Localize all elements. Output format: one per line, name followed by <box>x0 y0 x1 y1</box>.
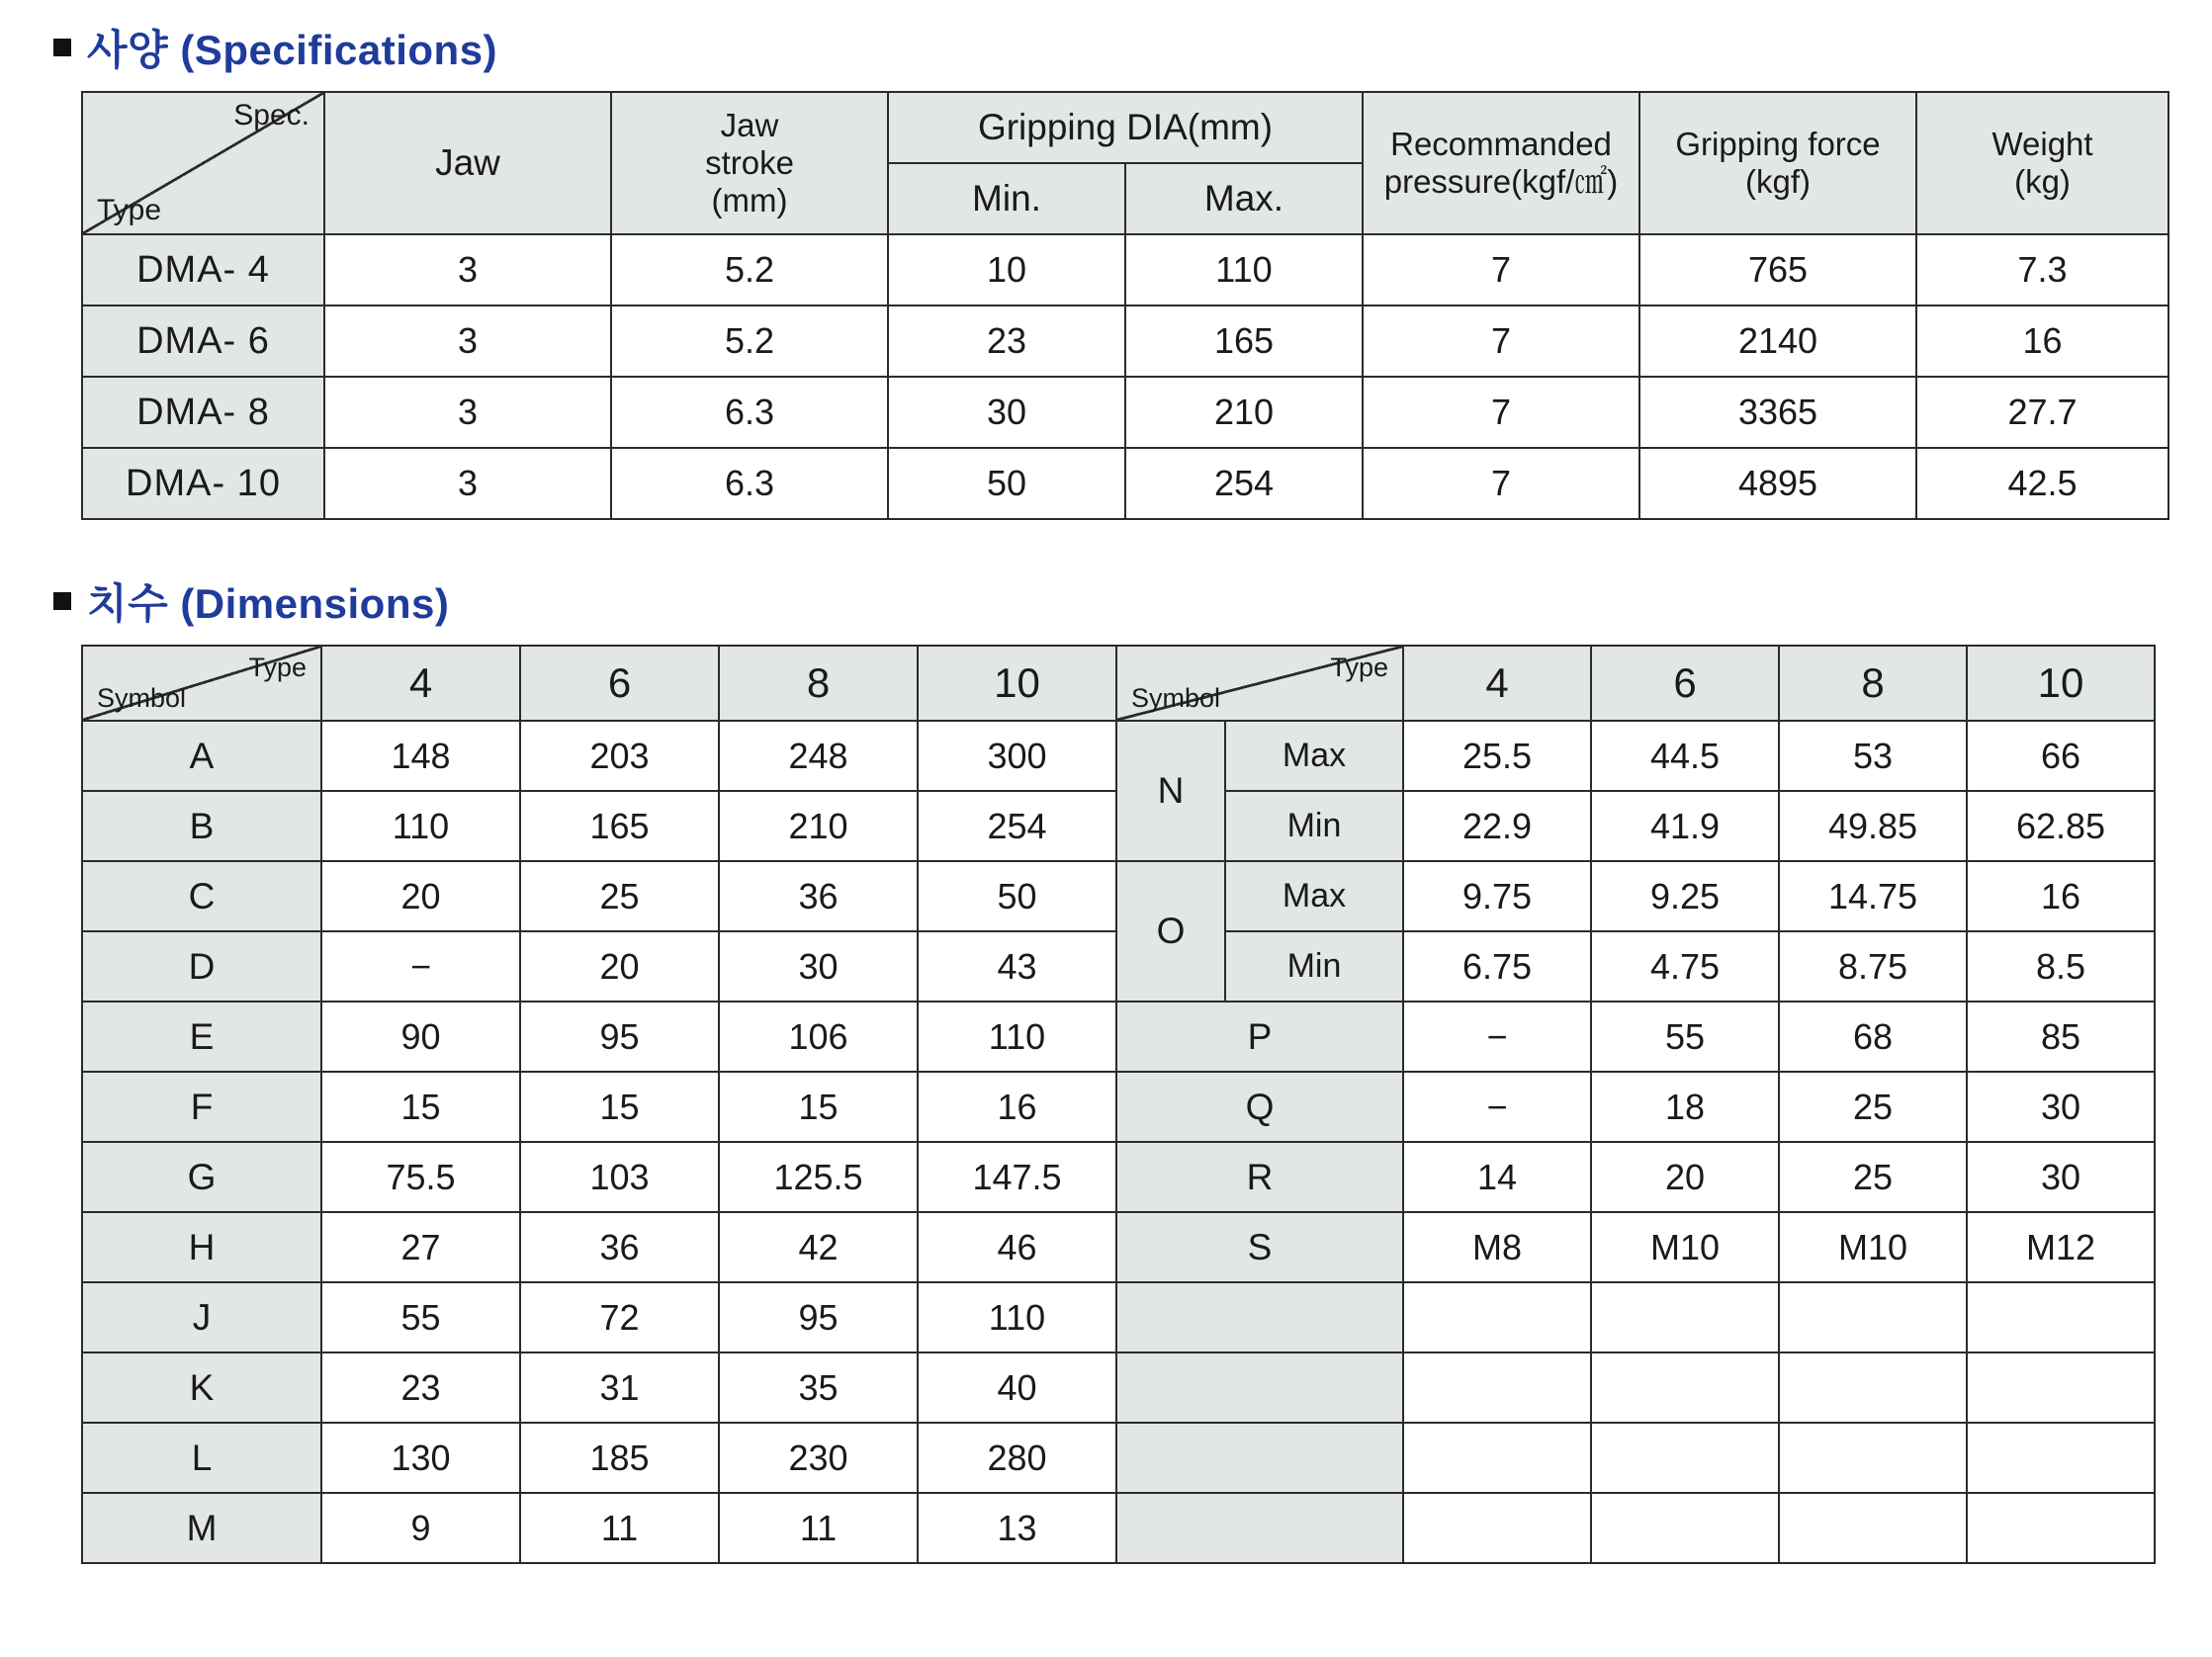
dim-value: 110 <box>321 791 520 861</box>
spec-col-max: Max. <box>1125 163 1363 234</box>
table-row <box>82 305 2168 377</box>
spec-col-jaw-stroke-line2: stroke <box>705 144 794 182</box>
dim-symbol: A <box>82 721 321 791</box>
table-row <box>1116 721 2155 791</box>
dim-empty-value <box>1403 1352 1591 1423</box>
dim-value: 9 <box>321 1493 520 1563</box>
table-row <box>82 1352 1116 1423</box>
dim-value: 254 <box>918 791 1116 861</box>
dim-symbol: L <box>82 1423 321 1493</box>
dim-empty-value <box>1779 1352 1967 1423</box>
table-row <box>1116 1002 2155 1072</box>
dim-empty-value <box>1403 1493 1591 1563</box>
spec-row-stroke: 6.3 <box>611 448 888 519</box>
dim-value: 125.5 <box>719 1142 918 1212</box>
dim-right-corner-cell <box>1116 646 1403 721</box>
spec-row-pressure: 7 <box>1363 305 1639 377</box>
dim-value: 110 <box>918 1002 1116 1072</box>
table-row <box>1116 791 2155 861</box>
dim-right-header-row <box>1116 646 2155 721</box>
dim-minmax-label: Min <box>1225 791 1403 861</box>
dim-empty-value <box>1779 1423 1967 1493</box>
dim-value: 36 <box>520 1212 719 1282</box>
dim-right-type-6: 6 <box>1591 646 1779 721</box>
spec-row-force: 765 <box>1639 234 1916 305</box>
dim-value: 18 <box>1591 1072 1779 1142</box>
dim-value: 53 <box>1779 721 1967 791</box>
spec-row-stroke: 5.2 <box>611 234 888 305</box>
dim-left-corner-cell <box>82 646 321 721</box>
table-row <box>1116 1072 2155 1142</box>
table-row <box>82 1002 1116 1072</box>
spec-col-min: Min. <box>888 163 1125 234</box>
table-row-empty <box>1116 1352 2155 1423</box>
spec-corner-top-label: Spec. <box>233 99 310 131</box>
dimensions-heading <box>53 571 2172 631</box>
dim-empty-value <box>1967 1493 2155 1563</box>
dim-empty-value <box>1779 1282 1967 1352</box>
dim-value: 13 <box>918 1493 1116 1563</box>
spec-row-max: 165 <box>1125 305 1363 377</box>
spec-col-gripping-force <box>1639 92 1916 234</box>
dim-symbol: R <box>1116 1142 1403 1212</box>
spec-row-pressure: 7 <box>1363 448 1639 519</box>
spec-row-type: DMA- 10 <box>82 448 324 519</box>
spec-row-weight: 7.3 <box>1916 234 2168 305</box>
dim-value: 90 <box>321 1002 520 1072</box>
dim-symbol: C <box>82 861 321 931</box>
dim-symbol: P <box>1116 1002 1403 1072</box>
dim-value: 95 <box>520 1002 719 1072</box>
spec-corner-cell <box>82 92 324 234</box>
dim-value: 16 <box>1967 861 2155 931</box>
table-row <box>1116 931 2155 1002</box>
dim-symbol: M <box>82 1493 321 1563</box>
spec-row-min: 23 <box>888 305 1125 377</box>
spec-col-jaw-stroke-line1: Jaw <box>720 107 779 144</box>
dim-right-type-10: 10 <box>1967 646 2155 721</box>
dim-value: 16 <box>918 1072 1116 1142</box>
dim-left-header-row <box>82 646 1116 721</box>
spec-row-type: DMA- 6 <box>82 305 324 377</box>
table-row <box>1116 861 2155 931</box>
dim-symbol: O <box>1116 861 1225 1002</box>
dim-empty-value <box>1967 1282 2155 1352</box>
dim-value: 230 <box>719 1423 918 1493</box>
dim-value: 66 <box>1967 721 2155 791</box>
spec-row-weight: 16 <box>1916 305 2168 377</box>
dim-value: 50 <box>918 861 1116 931</box>
table-row <box>82 1072 1116 1142</box>
dim-minmax-label: Max <box>1225 861 1403 931</box>
spec-row-weight: 42.5 <box>1916 448 2168 519</box>
specifications-heading <box>53 18 2172 77</box>
specifications-heading-label: 사양 (Specifications) <box>87 27 498 73</box>
dim-value: 42 <box>719 1212 918 1282</box>
spec-row-jaw: 3 <box>324 234 611 305</box>
dim-symbol: J <box>82 1282 321 1352</box>
table-row-empty <box>1116 1282 2155 1352</box>
dim-empty-value <box>1591 1423 1779 1493</box>
dim-value: 6.75 <box>1403 931 1591 1002</box>
dim-left-corner-top-label: Type <box>248 653 307 682</box>
dim-value: 95 <box>719 1282 918 1352</box>
dim-value: 147.5 <box>918 1142 1116 1212</box>
dim-value: 35 <box>719 1352 918 1423</box>
dim-empty-value <box>1403 1282 1591 1352</box>
dimensions-heading-label: 치수 (Dimensions) <box>87 580 450 627</box>
dim-value: 22.9 <box>1403 791 1591 861</box>
dim-value: 15 <box>321 1072 520 1142</box>
spec-row-weight: 27.7 <box>1916 377 2168 448</box>
dim-left-type-6: 6 <box>520 646 719 721</box>
dim-value: 106 <box>719 1002 918 1072</box>
dim-empty-value <box>1591 1493 1779 1563</box>
dim-value: 280 <box>918 1423 1116 1493</box>
dim-value: 49.85 <box>1779 791 1967 861</box>
dim-empty-symbol <box>1116 1493 1403 1563</box>
dimensions-table-left <box>81 645 1117 1564</box>
dim-symbol: B <box>82 791 321 861</box>
dim-value: 30 <box>1967 1142 2155 1212</box>
dim-value: M10 <box>1779 1212 1967 1282</box>
dim-symbol: S <box>1116 1212 1403 1282</box>
dim-minmax-label: Max <box>1225 721 1403 791</box>
dim-value: 85 <box>1967 1002 2155 1072</box>
dim-right-type-8: 8 <box>1779 646 1967 721</box>
dim-right-corner-bottom-label: Symbol <box>1131 683 1221 713</box>
spec-row-jaw: 3 <box>324 448 611 519</box>
specifications-table <box>81 91 2169 520</box>
table-row <box>82 377 2168 448</box>
dim-value: 11 <box>719 1493 918 1563</box>
dim-value: M10 <box>1591 1212 1779 1282</box>
table-row <box>82 1212 1116 1282</box>
dim-value: 40 <box>918 1352 1116 1423</box>
spec-row-min: 30 <box>888 377 1125 448</box>
spec-col-weight-line1: Weight <box>1991 126 2093 163</box>
dim-value: 203 <box>520 721 719 791</box>
table-row-empty <box>1116 1493 2155 1563</box>
spec-row-stroke: 6.3 <box>611 377 888 448</box>
dim-value: 300 <box>918 721 1116 791</box>
dim-value: 25 <box>1779 1142 1967 1212</box>
dimensions-table-right <box>1115 645 2156 1564</box>
spec-header-row-1 <box>82 92 2168 163</box>
table-row <box>82 448 2168 519</box>
dim-empty-value <box>1967 1423 2155 1493</box>
dim-empty-value <box>1403 1423 1591 1493</box>
dim-symbol: G <box>82 1142 321 1212</box>
dim-value: 55 <box>1591 1002 1779 1072</box>
dim-value: 8.75 <box>1779 931 1967 1002</box>
square-bullet-icon <box>53 592 71 610</box>
dim-value: 43 <box>918 931 1116 1002</box>
spec-row-jaw: 3 <box>324 377 611 448</box>
dim-value: 68 <box>1779 1002 1967 1072</box>
table-row <box>82 1142 1116 1212</box>
dim-right-corner-top-label: Type <box>1330 653 1388 682</box>
dim-value: 25 <box>1779 1072 1967 1142</box>
dim-value: 15 <box>719 1072 918 1142</box>
dim-value: 30 <box>719 931 918 1002</box>
spec-row-max: 210 <box>1125 377 1363 448</box>
dim-symbol: N <box>1116 721 1225 861</box>
table-row <box>1116 1142 2155 1212</box>
spec-row-stroke: 5.2 <box>611 305 888 377</box>
square-bullet-icon <box>53 39 71 56</box>
spec-col-force-line1: Gripping force <box>1675 126 1881 163</box>
dim-value: M8 <box>1403 1212 1591 1282</box>
dim-value: 25.5 <box>1403 721 1591 791</box>
dim-value: 165 <box>520 791 719 861</box>
dim-symbol: F <box>82 1072 321 1142</box>
dim-value: 55 <box>321 1282 520 1352</box>
spec-col-pressure-line1: Recommanded <box>1390 126 1612 163</box>
spec-col-jaw-stroke-line3: (mm) <box>711 181 788 218</box>
dim-symbol: H <box>82 1212 321 1282</box>
dim-empty-symbol <box>1116 1282 1403 1352</box>
dim-value: 148 <box>321 721 520 791</box>
dim-empty-value <box>1591 1282 1779 1352</box>
dim-minmax-label: Min <box>1225 931 1403 1002</box>
spec-col-gripping-dia: Gripping DIA(mm) <box>888 92 1363 163</box>
dim-value: 248 <box>719 721 918 791</box>
spec-row-force: 2140 <box>1639 305 1916 377</box>
dim-symbol: Q <box>1116 1072 1403 1142</box>
table-row <box>82 791 1116 861</box>
dim-right-type-4: 4 <box>1403 646 1591 721</box>
spec-col-jaw-stroke <box>611 92 888 234</box>
dim-value: 46 <box>918 1212 1116 1282</box>
dimensions-tables <box>81 645 2172 1564</box>
dim-left-type-4: 4 <box>321 646 520 721</box>
spec-corner-bottom-label: Type <box>97 194 162 226</box>
dim-left-type-8: 8 <box>719 646 918 721</box>
dim-value: 4.75 <box>1591 931 1779 1002</box>
table-row <box>82 861 1116 931</box>
dim-value: 20 <box>520 931 719 1002</box>
dim-symbol: K <box>82 1352 321 1423</box>
dim-value: 41.9 <box>1591 791 1779 861</box>
dim-value: 25 <box>520 861 719 931</box>
dim-value: 23 <box>321 1352 520 1423</box>
spec-col-pressure <box>1363 92 1639 234</box>
dim-value: 14.75 <box>1779 861 1967 931</box>
dim-value: 20 <box>321 861 520 931</box>
spec-row-pressure: 7 <box>1363 377 1639 448</box>
spec-row-jaw: 3 <box>324 305 611 377</box>
spec-row-pressure: 7 <box>1363 234 1639 305</box>
dim-value: 103 <box>520 1142 719 1212</box>
dim-value: 27 <box>321 1212 520 1282</box>
dim-value: 36 <box>719 861 918 931</box>
dim-empty-value <box>1779 1493 1967 1563</box>
spec-col-weight <box>1916 92 2168 234</box>
dim-value: 44.5 <box>1591 721 1779 791</box>
table-row-empty <box>1116 1423 2155 1493</box>
dim-symbol: E <box>82 1002 321 1072</box>
table-row <box>82 1423 1116 1493</box>
spec-row-type: DMA- 8 <box>82 377 324 448</box>
dim-value: 210 <box>719 791 918 861</box>
dim-value: 62.85 <box>1967 791 2155 861</box>
spec-col-pressure-line2: pressure(kgf/㎠) <box>1383 163 1619 200</box>
dim-empty-value <box>1967 1352 2155 1423</box>
dim-value: 8.5 <box>1967 931 2155 1002</box>
spec-row-max: 110 <box>1125 234 1363 305</box>
dim-value: 9.25 <box>1591 861 1779 931</box>
dim-value: − <box>1403 1002 1591 1072</box>
table-row <box>82 234 2168 305</box>
dim-empty-symbol <box>1116 1423 1403 1493</box>
dim-value: 11 <box>520 1493 719 1563</box>
dim-value: 31 <box>520 1352 719 1423</box>
dim-value: 20 <box>1591 1142 1779 1212</box>
table-row <box>82 1282 1116 1352</box>
dim-value: 75.5 <box>321 1142 520 1212</box>
dim-empty-symbol <box>1116 1352 1403 1423</box>
dim-symbol: D <box>82 931 321 1002</box>
spec-col-weight-line2: (kg) <box>2014 163 2071 200</box>
spec-row-force: 3365 <box>1639 377 1916 448</box>
dim-empty-value <box>1591 1352 1779 1423</box>
table-row <box>82 721 1116 791</box>
spec-col-force-line2: (kgf) <box>1745 163 1812 200</box>
dim-value: 130 <box>321 1423 520 1493</box>
dim-value: − <box>321 931 520 1002</box>
dim-value: 185 <box>520 1423 719 1493</box>
spec-row-force: 4895 <box>1639 448 1916 519</box>
dim-left-type-10: 10 <box>918 646 1116 721</box>
dim-value: 72 <box>520 1282 719 1352</box>
table-row <box>82 931 1116 1002</box>
spec-col-jaw: Jaw <box>324 92 611 234</box>
table-row <box>1116 1212 2155 1282</box>
dim-value: M12 <box>1967 1212 2155 1282</box>
dim-left-corner-bottom-label: Symbol <box>97 683 187 713</box>
spec-row-max: 254 <box>1125 448 1363 519</box>
dim-value: − <box>1403 1072 1591 1142</box>
dim-value: 15 <box>520 1072 719 1142</box>
dim-value: 14 <box>1403 1142 1591 1212</box>
spec-row-min: 10 <box>888 234 1125 305</box>
spec-row-min: 50 <box>888 448 1125 519</box>
dim-value: 30 <box>1967 1072 2155 1142</box>
dim-value: 110 <box>918 1282 1116 1352</box>
table-row <box>82 1493 1116 1563</box>
dim-value: 9.75 <box>1403 861 1591 931</box>
spec-row-type: DMA- 4 <box>82 234 324 305</box>
